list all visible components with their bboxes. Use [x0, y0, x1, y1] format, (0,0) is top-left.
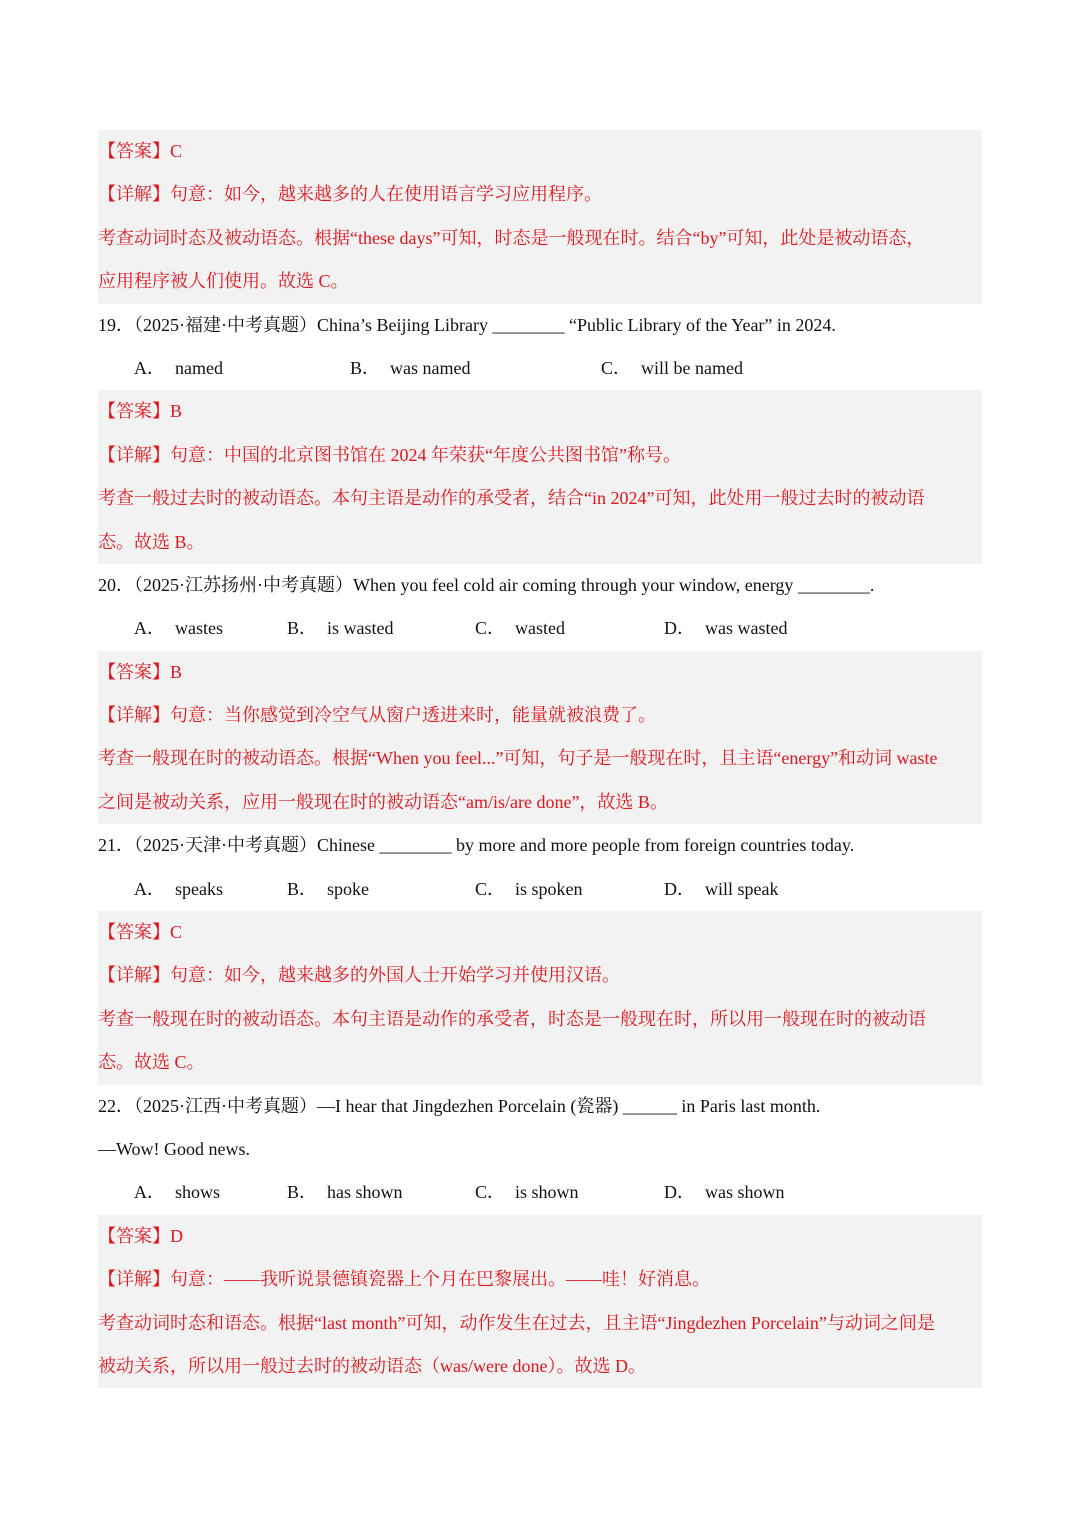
question-stem-line: [98, 564, 982, 607]
option-text: is spoken: [515, 878, 583, 899]
question-source: （2025·江西·中考真题）: [134, 1095, 317, 1116]
detail-line: 【详解】句意：当你感觉到冷空气从窗户透进来时，能量就被浪费了。: [98, 705, 656, 726]
detail-line: 【详解】句意：中国的北京图书馆在 2024 年荣获“年度公共图书馆”称号。: [98, 444, 681, 465]
option-text: wastes: [175, 618, 223, 639]
option-letter: C．: [601, 357, 632, 378]
analysis-block: [98, 651, 982, 825]
answer-line: 【答案】B: [98, 401, 183, 422]
analysis-block: [98, 1215, 982, 1389]
detail-line: 【详解】句意：如今，越来越多的外国人士开始学习并使用汉语。: [98, 965, 620, 986]
answer-line: 【答案】D: [98, 1225, 183, 1246]
option-letter: B．: [287, 878, 318, 899]
question-21: [98, 824, 982, 911]
analysis-block: [98, 911, 982, 1085]
question-number: 22．: [98, 1095, 134, 1116]
question-20: [98, 564, 982, 651]
option-text: speaks: [175, 878, 223, 899]
question-stem-line-2: —Wow! Good news.: [98, 1138, 251, 1159]
question-stem: Chinese ________ by more and more people from foreign countries today.: [317, 835, 855, 856]
option-c: [475, 607, 565, 650]
option-text: is wasted: [327, 618, 394, 639]
question-stem: China’s Beijing Library ________ “Public Library of the Year” in 2024.: [317, 314, 836, 335]
option-text: was named: [390, 357, 471, 378]
explanation-line: 态。故选 C。: [98, 1052, 205, 1073]
option-a: [134, 868, 223, 911]
option-b: [287, 868, 369, 911]
explanation-line: 态。故选 B。: [98, 531, 205, 552]
option-letter: D．: [664, 878, 695, 899]
question-number: 21．: [98, 835, 134, 856]
option-row: [98, 607, 982, 650]
option-text: has shown: [327, 1182, 403, 1203]
option-c: [475, 1171, 579, 1214]
question-19: [98, 304, 982, 391]
analysis-block: [98, 130, 982, 304]
analysis-block: [98, 390, 982, 564]
option-b: [350, 347, 471, 390]
option-a: [134, 607, 223, 650]
option-b: [287, 607, 394, 650]
option-letter: D．: [664, 1182, 695, 1203]
option-c: [601, 347, 743, 390]
exam-page: [98, 130, 982, 1388]
option-d: [664, 868, 779, 911]
question-stem: When you feel cold air coming through your window, energy ________.: [353, 574, 875, 595]
question-number: 19．: [98, 314, 134, 335]
option-text: shows: [175, 1182, 221, 1203]
explanation-line: 应用程序被人们使用。故选 C。: [98, 271, 349, 292]
answer-line: 【答案】C: [98, 141, 183, 161]
option-text: was wasted: [705, 618, 788, 639]
question-22: [98, 1085, 982, 1215]
explanation-line: 考查动词时态和语态。根据“last month”可知，动作发生在过去，且主语“Jingdezhen Porcelain”与动词之间是: [98, 1312, 935, 1333]
option-text: spoke: [327, 878, 370, 899]
question-source: （2025·天津·中考真题）: [134, 835, 317, 856]
option-d: [664, 607, 787, 650]
option-letter: C．: [475, 618, 506, 639]
question-source: （2025·江苏扬州·中考真题）: [134, 574, 353, 595]
option-c: [475, 868, 583, 911]
option-letter: C．: [475, 1182, 506, 1203]
option-text: wasted: [515, 618, 565, 639]
option-a: [134, 1171, 220, 1214]
answer-line: 【答案】B: [98, 661, 183, 682]
option-text: is shown: [515, 1182, 579, 1203]
question-stem-line: [98, 824, 982, 867]
option-text: will be named: [641, 357, 743, 378]
option-letter: A．: [134, 357, 165, 378]
question-number: 20．: [98, 574, 134, 595]
option-text: was shown: [705, 1182, 785, 1203]
question-stem: —I hear that Jingdezhen Porcelain (瓷器) ______ in Paris last month.: [317, 1095, 821, 1116]
question-stem-line: [98, 1085, 982, 1128]
question-stem-line: [98, 304, 982, 347]
detail-line: 【详解】句意：——我听说景德镇瓷器上个月在巴黎展出。——哇！好消息。: [98, 1269, 710, 1290]
explanation-line: 被动关系，所以用一般过去时的被动语态（was/were done）。故选 D。: [98, 1355, 646, 1376]
option-d: [664, 1171, 785, 1214]
option-letter: A．: [134, 878, 165, 899]
option-letter: A．: [134, 1182, 165, 1203]
option-letter: B．: [350, 357, 381, 378]
explanation-line: 考查一般现在时的被动语态。本句主语是动作的承受者，时态是一般现在时，所以用一般现在时的被动语: [98, 1008, 926, 1029]
option-letter: C．: [475, 878, 506, 899]
option-row: [98, 868, 982, 911]
option-text: will speak: [705, 878, 779, 899]
explanation-line: 考查一般过去时的被动语态。本句主语是动作的承受者，结合“in 2024”可知，此处用一般过去时的被动语: [98, 488, 925, 509]
explanation-line: 考查动词时态及被动语态。根据“these days”可知，时态是一般现在时。结合“by”可知，此处是被动语态，: [98, 227, 925, 248]
explanation-line: 考查一般现在时的被动语态。根据“When you feel...”可知，句子是一般现在时，且主语“energy”和动词 waste: [98, 748, 938, 769]
option-b: [287, 1171, 403, 1214]
explanation-line: 之间是被动关系，应用一般现在时的被动语态“am/is/are done”，故选 B。: [98, 791, 668, 812]
option-a: [134, 347, 223, 390]
option-letter: A．: [134, 618, 165, 639]
option-row: [98, 1171, 982, 1214]
detail-line: 【详解】句意：如今，越来越多的人在使用语言学习应用程序。: [98, 184, 602, 205]
question-source: （2025·福建·中考真题）: [134, 314, 317, 335]
option-letter: D．: [664, 618, 695, 639]
option-row: [98, 347, 982, 390]
option-text: named: [175, 357, 223, 378]
option-letter: B．: [287, 618, 318, 639]
option-letter: B．: [287, 1182, 318, 1203]
answer-line: 【答案】C: [98, 922, 183, 943]
